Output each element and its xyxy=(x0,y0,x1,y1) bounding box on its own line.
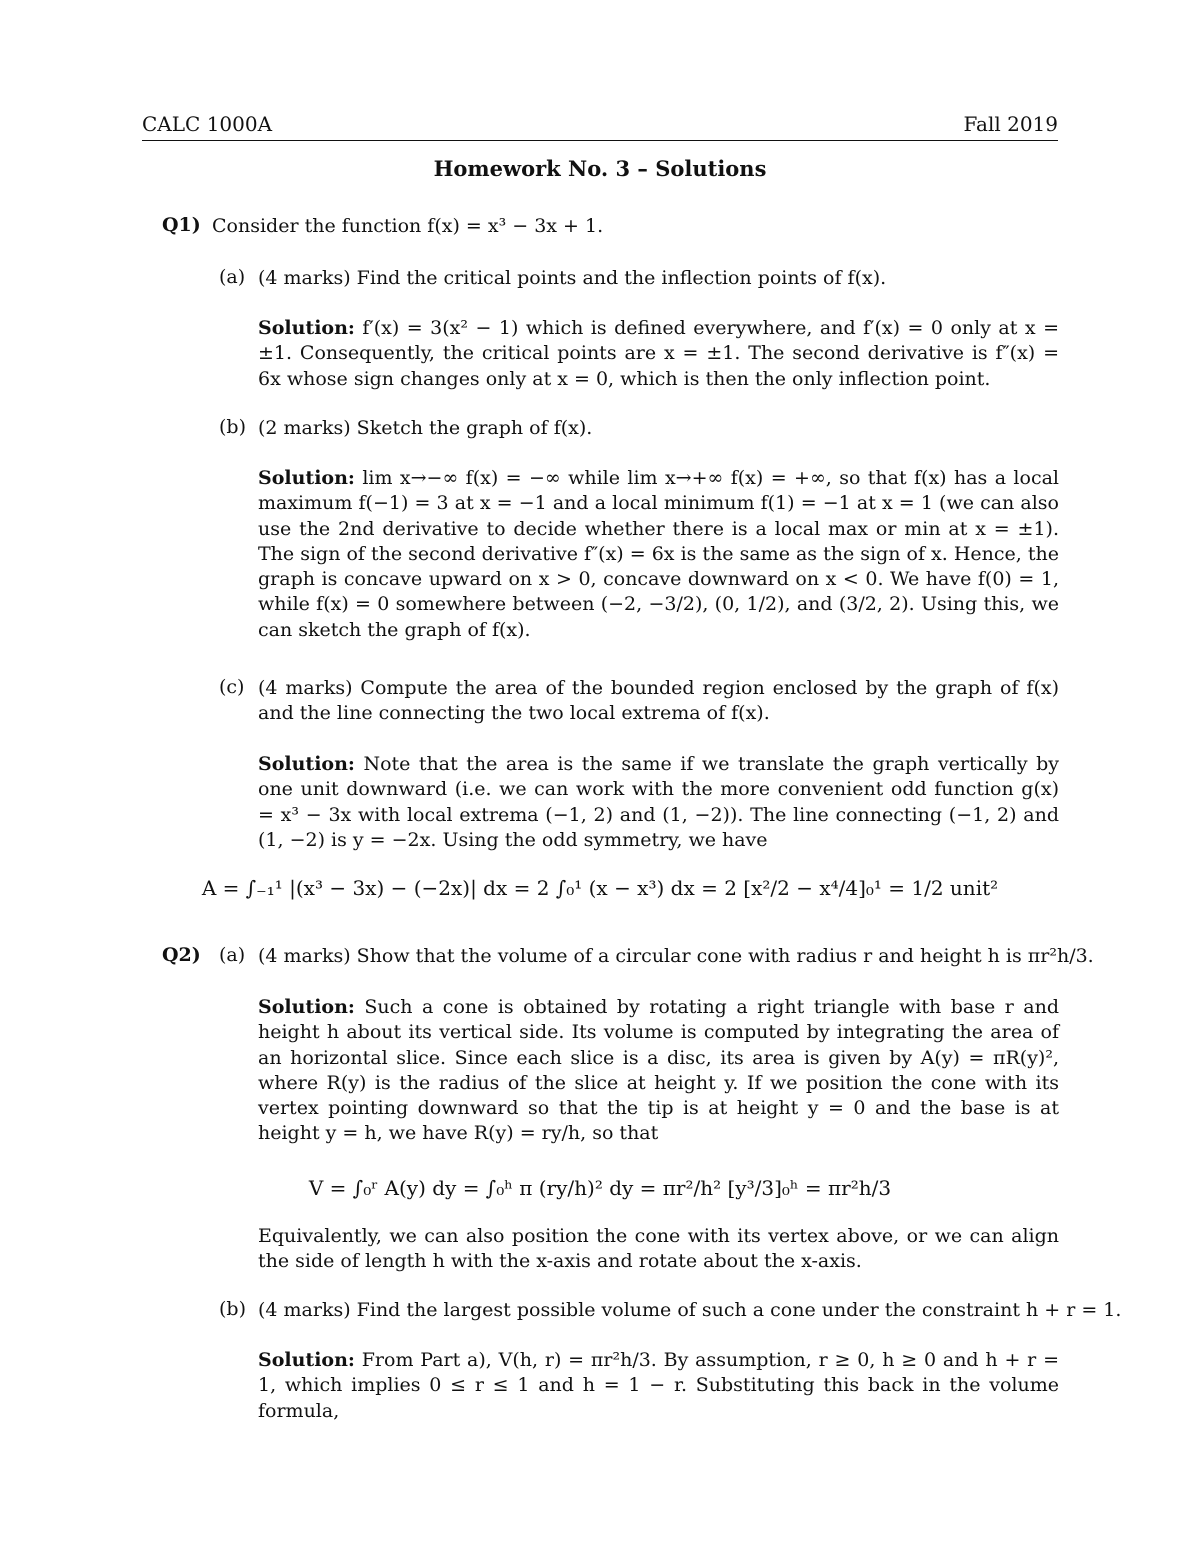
page-header xyxy=(142,112,1058,141)
page-title: Homework No. 3 – Solutions xyxy=(433,156,767,181)
q1a-prompt: (4 marks) Find the critical points and the inflection points of f(x). xyxy=(258,267,887,289)
q1a-label: (a) xyxy=(219,266,246,288)
volume-equation: V = ∫₀ʳ A(y) dy = ∫₀ʰ π (ry/h)² dy = πr²/h² [y³/3]₀ʰ = πr²h/3 xyxy=(308,1176,892,1200)
q1a-solution xyxy=(258,316,1059,392)
course-code: CALC 1000A xyxy=(142,112,273,136)
question-2-label: Q2) xyxy=(162,944,201,966)
q2b-solution xyxy=(258,1348,1059,1424)
q1c-label: (c) xyxy=(219,676,245,698)
question-1-label: Q1) xyxy=(162,214,201,236)
solution-text: lim x→−∞ f(x) = −∞ while lim x→+∞ f(x) = +∞, so that f(x) has a local maximum f(−1) = 3 at x = −1 and a local minimum f(1) = −1 at x = 1 (we can also use the 2nd derivative to decide whether there is a local max or min at x = ±1). The sign of the second derivative f″(x) = 6x is the same as the sign of x. Hence, the graph is concave upward on x > 0, concave downward on x < 0. We have f(0) = 1, while f(x) = 0 somewhere between (−2, −3/2), (0, 1/2), and (3/2, 2). Using this, we can sketch the graph of f(x). xyxy=(258,467,1059,641)
q2b-prompt: (4 marks) Find the largest possible volume of such a cone under the constraint h + r = 1. xyxy=(258,1299,1122,1321)
q1b-prompt: (2 marks) Sketch the graph of f(x). xyxy=(258,417,593,439)
q1b-label: (b) xyxy=(219,416,246,438)
term: Fall 2019 xyxy=(963,112,1058,136)
solution-text: From Part a), V(h, r) = πr²h/3. By assumption, r ≥ 0, h ≥ 0 and h + r = 1, which implies 0 ≤ r ≤ 1 and h = 1 − r. Substituting this back in the volume formula, xyxy=(258,1349,1059,1422)
q1c-solution xyxy=(258,752,1059,853)
q1c-prompt: (4 marks) Compute the area of the bounded region enclosed by the graph of f(x) and the line connecting the two local extrema of f(x). xyxy=(258,677,1059,725)
solution-label: Solution: xyxy=(258,753,355,775)
q2a-prompt: (4 marks) Show that the volume of a circular cone with radius r and height h is πr²h/3. xyxy=(258,945,1094,967)
q2a-label: (a) xyxy=(219,944,246,966)
solution-label: Solution: xyxy=(258,317,355,339)
solution-label: Solution: xyxy=(258,996,355,1018)
q2a-after: Equivalently, we can also position the cone with its vertex above, or we can align the side of length h with the x-axis and rotate about the x-axis. xyxy=(258,1225,1059,1273)
area-equation: A = ∫₋₁¹ |(x³ − 3x) − (−2x)| dx = 2 ∫₀¹ (x − x³) dx = 2 [x²/2 − x⁴/4]₀¹ = 1/2 unit² xyxy=(201,876,999,900)
solution-label: Solution: xyxy=(258,467,355,489)
solution-text: Such a cone is obtained by rotating a right triangle with base r and height h about its vertical side. Its volume is computed by integrating the area of an horizontal slice. Since each slice is a disc, its area is given by A(y) = πR(y)², where R(y) is the radius of the slice at height y. If we position the cone with its vertex pointing downward so that the tip is at height y = 0 and the base is at height y = h, we have R(y) = ry/h, so that xyxy=(258,996,1059,1145)
solution-label: Solution: xyxy=(258,1349,355,1371)
solution-text: Note that the area is the same if we translate the graph vertically by one unit downward (i.e. we can work with the more convenient odd function g(x) = x³ − 3x with local extrema (−1, 2) and (1, −2)). The line connecting (−1, 2) and (1, −2) is y = −2x. Using the odd symmetry, we have xyxy=(258,753,1059,851)
q1b-solution xyxy=(258,466,1059,643)
q2b-label: (b) xyxy=(219,1298,246,1320)
solution-text: f′(x) = 3(x² − 1) which is defined everywhere, and f′(x) = 0 only at x = ±1. Consequently, the critical points are x = ±1. The second derivative is f″(x) = 6x whose sign changes only at x = 0, which is then the only inflection point. xyxy=(258,317,1059,390)
question-1-intro: Consider the function f(x) = x³ − 3x + 1. xyxy=(212,215,604,237)
q2a-solution xyxy=(258,995,1059,1147)
